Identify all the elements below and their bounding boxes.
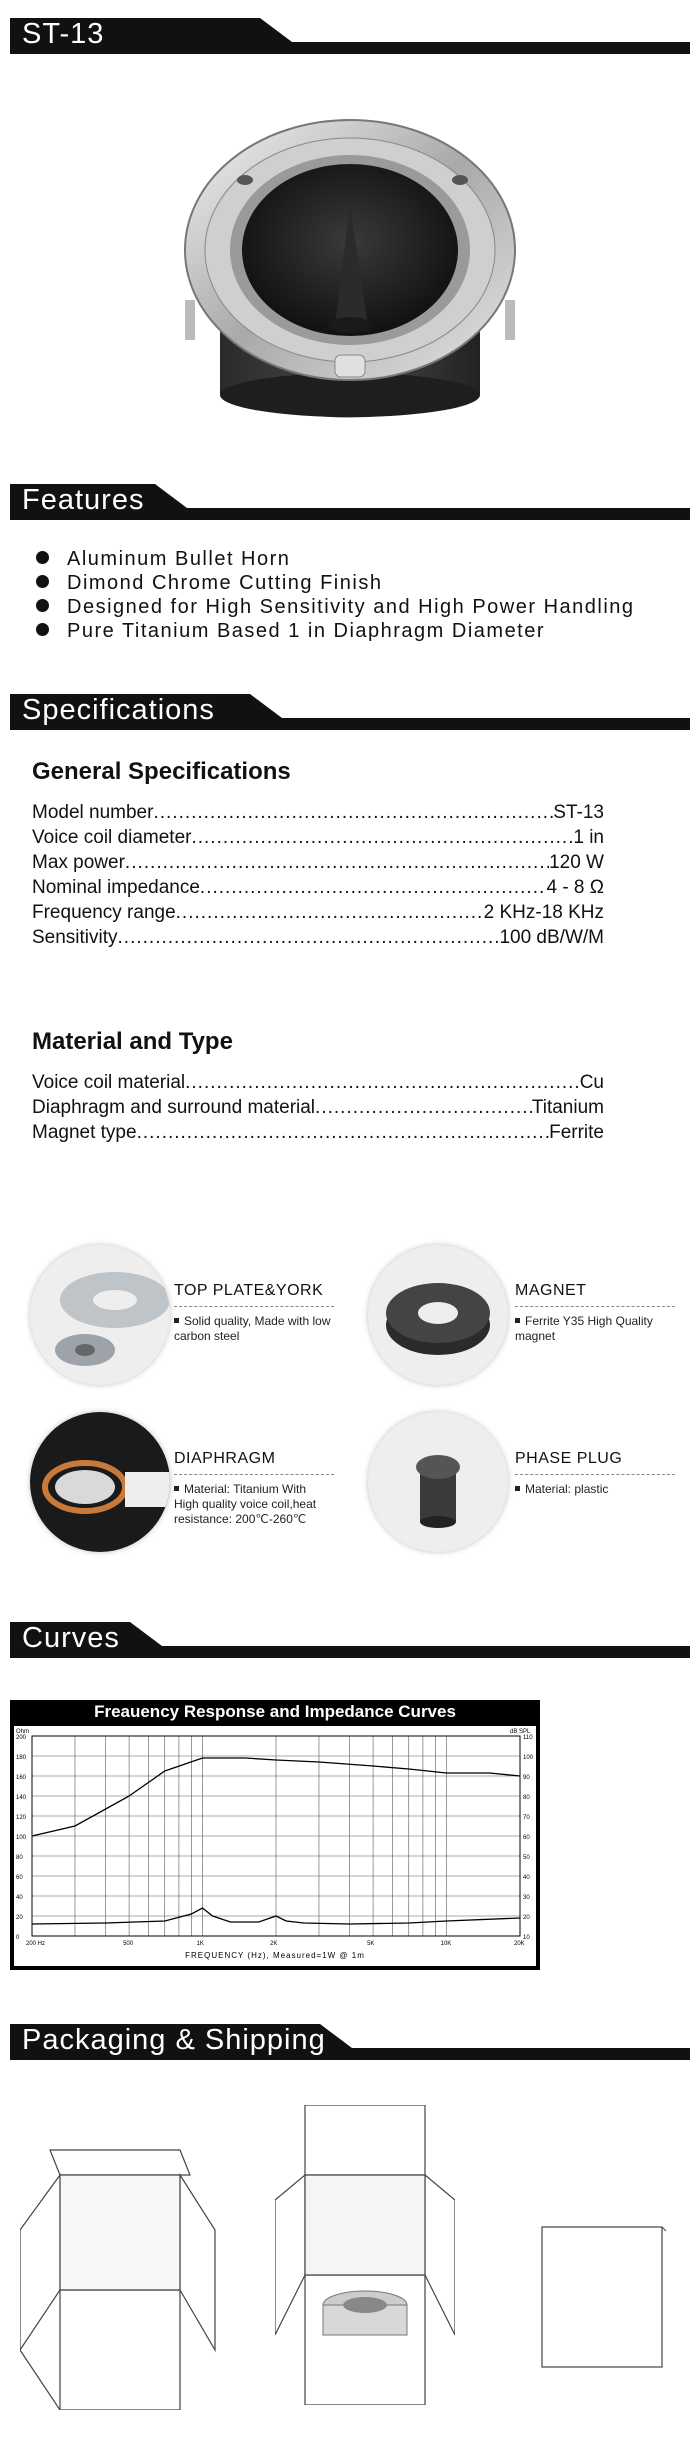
page-title: ST-13 <box>22 18 105 50</box>
closed-box-image <box>540 2225 670 2375</box>
part-divider <box>174 1306 334 1307</box>
general-spec-list <box>32 800 604 950</box>
y-tick-label: 80 <box>16 1855 23 1861</box>
chart-plot <box>14 1726 536 1966</box>
spec-value: 4 - 8 Ω <box>546 877 604 898</box>
y-right-tick-label: 90 <box>523 1775 530 1781</box>
x-tick-label: 20K <box>514 1941 525 1947</box>
phase-plug-image <box>368 1412 508 1552</box>
bullet-square-icon <box>515 1486 520 1491</box>
x-tick-label: 200 Hz <box>26 1941 46 1947</box>
header-slant <box>260 18 300 48</box>
y-tick-label: 100 <box>16 1835 27 1841</box>
right-unit-label: dB SPL <box>510 1729 531 1735</box>
spec-label: Magnet type <box>32 1122 137 1143</box>
spec-value: ST-13 <box>553 802 604 823</box>
spec-row <box>32 1120 604 1145</box>
x-tick-label: 10K <box>440 1941 452 1947</box>
spec-label: Diaphragm and surround material <box>32 1097 316 1118</box>
y-right-tick-label: 40 <box>523 1875 530 1881</box>
feature-item <box>36 595 635 619</box>
feature-item <box>36 619 545 643</box>
title-header <box>10 18 690 54</box>
spec-value: Titanium <box>531 1097 604 1118</box>
leader-dots <box>176 900 484 925</box>
y-tick-label: 180 <box>16 1755 27 1761</box>
left-unit-label: Ohm <box>16 1729 30 1735</box>
section-slant <box>250 694 290 724</box>
y-right-tick-label: 30 <box>523 1895 530 1901</box>
y-tick-label: 40 <box>16 1895 23 1901</box>
tweeter-product-image <box>150 110 550 430</box>
part-title: DIAPHRAGM <box>174 1450 276 1467</box>
y-right-tick-label: 100 <box>523 1755 534 1761</box>
spec-label: Frequency range <box>32 902 176 923</box>
leader-dots <box>191 825 573 850</box>
spec-label: Sensitivity <box>32 927 118 948</box>
features-title: Features <box>22 484 145 516</box>
y-tick-label: 140 <box>16 1795 27 1801</box>
spec-row <box>32 850 604 875</box>
bullet-square-icon <box>174 1486 179 1491</box>
section-slant <box>130 1622 170 1652</box>
part-desc-text: Material: Titanium With High quality voice coil,heat resistance: 200℃-260℃ <box>174 1482 317 1526</box>
bullet-icon <box>36 599 49 612</box>
spec-row <box>32 800 604 825</box>
bullet-square-icon <box>174 1318 179 1323</box>
packaging-title: Packaging & Shipping <box>22 2024 326 2056</box>
open-box-image <box>20 2120 220 2410</box>
part-desc-text: Material: plastic <box>525 1482 609 1496</box>
top-plate-image <box>30 1245 170 1385</box>
spec-label: Nominal impedance <box>32 877 200 898</box>
part-divider <box>515 1474 675 1475</box>
phase-plug-icon <box>368 1412 508 1552</box>
x-tick-label: 5K <box>367 1941 375 1947</box>
curves-header <box>10 1622 690 1658</box>
y-right-tick-label: 20 <box>523 1915 530 1921</box>
spec-label: Voice coil diameter <box>32 827 192 848</box>
feature-text: Pure Titanium Based 1 in Diaphragm Diameter <box>67 620 546 642</box>
spec-row <box>32 1070 604 1095</box>
y-tick-label: 120 <box>16 1815 27 1821</box>
spec-label: Max power <box>32 852 125 873</box>
leader-dots <box>200 875 547 900</box>
x-tick-label: 500 <box>123 1941 134 1947</box>
section-slant <box>320 2024 360 2054</box>
specifications-header <box>10 694 690 730</box>
part-desc-text: Ferrite Y35 High Quality magnet <box>515 1314 653 1343</box>
y-right-tick-label: 70 <box>523 1815 530 1821</box>
specifications-title: Specifications <box>22 694 215 726</box>
spec-row <box>32 825 604 850</box>
plot-background <box>14 1726 536 1966</box>
diaphragm-icon <box>30 1412 170 1552</box>
bullet-icon <box>36 575 49 588</box>
spec-row <box>32 875 604 900</box>
diaphragm-image <box>30 1412 170 1552</box>
feature-text: Designed for High Sensitivity and High Power Handling <box>67 596 635 618</box>
bullet-icon <box>36 623 49 636</box>
leader-dots <box>153 800 553 825</box>
section-slant <box>155 484 195 514</box>
y-right-tick-label: 80 <box>523 1795 530 1801</box>
spec-row <box>32 900 604 925</box>
part-title: TOP PLATE&YORK <box>174 1282 324 1299</box>
magnet-image <box>368 1245 508 1385</box>
part-title: MAGNET <box>515 1282 587 1299</box>
top-plate-icon <box>30 1245 170 1385</box>
x-tick-label: 2K <box>270 1941 278 1947</box>
material-list <box>32 1070 604 1145</box>
y-right-tick-label: 60 <box>523 1835 530 1841</box>
part-divider <box>174 1474 334 1475</box>
y-right-tick-label: 10 <box>523 1935 530 1941</box>
part-divider <box>515 1306 675 1307</box>
y-tick-label: 60 <box>16 1875 23 1881</box>
chart-title: Freauency Response and Impedance Curves <box>94 1702 456 1721</box>
curves-title: Curves <box>22 1622 120 1654</box>
y-tick-label: 20 <box>16 1915 23 1921</box>
y-tick-label: 160 <box>16 1775 27 1781</box>
spec-label: Model number <box>32 802 154 823</box>
general-spec-heading: General Specifications <box>32 758 291 785</box>
leader-dots <box>137 1120 550 1145</box>
feature-item <box>36 547 290 571</box>
leader-dots <box>118 925 500 950</box>
frequency-chart <box>10 1700 540 1970</box>
part-description <box>515 1482 675 1497</box>
features-header <box>10 484 690 520</box>
packaging-header <box>10 2024 690 2060</box>
part-description <box>515 1314 665 1344</box>
y-right-tick-label: 110 <box>523 1735 533 1741</box>
box-with-tweeter-image <box>275 2105 455 2405</box>
spec-value: Cu <box>579 1072 604 1093</box>
spec-value: 2 KHz-18 KHz <box>483 902 604 923</box>
y-right-tick-label: 50 <box>523 1855 530 1861</box>
bullet-square-icon <box>515 1318 520 1323</box>
y-tick-label: 0 <box>16 1935 20 1941</box>
spec-label: Voice coil material <box>32 1072 186 1093</box>
part-desc-text: Solid quality, Made with low carbon steel <box>174 1314 331 1343</box>
part-description <box>174 1314 334 1344</box>
spec-value: 120 W <box>549 852 604 873</box>
spec-value: 1 in <box>573 827 604 848</box>
material-heading: Material and Type <box>32 1028 233 1055</box>
leader-dots <box>315 1095 532 1120</box>
spec-value: 100 dB/W/M <box>499 927 604 948</box>
bullet-icon <box>36 551 49 564</box>
feature-text: Aluminum Bullet Horn <box>67 548 291 570</box>
y-tick-label: 200 <box>16 1735 27 1741</box>
x-tick-label: 1K <box>196 1941 204 1947</box>
x-axis-label: FREQUENCY (Hz), Measured=1W @ 1m <box>185 1951 365 1960</box>
leader-dots <box>185 1070 580 1095</box>
magnet-icon <box>368 1245 508 1385</box>
spec-row <box>32 925 604 950</box>
leader-dots <box>125 850 549 875</box>
part-title: PHASE PLUG <box>515 1450 623 1467</box>
feature-text: Dimond Chrome Cutting Finish <box>67 572 383 594</box>
part-description <box>174 1482 324 1527</box>
spec-row <box>32 1095 604 1120</box>
feature-item <box>36 571 382 595</box>
spec-value: Ferrite <box>549 1122 604 1143</box>
